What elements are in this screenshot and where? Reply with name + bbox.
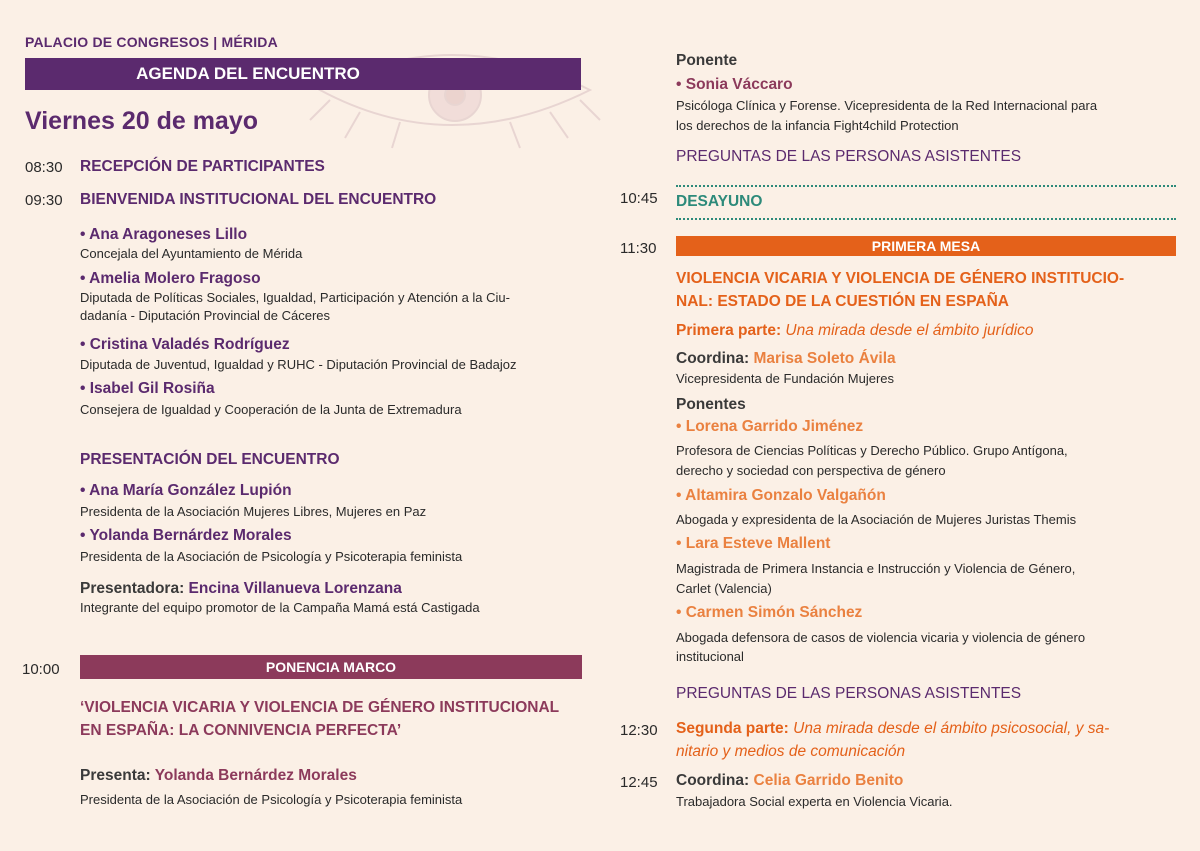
speaker-name: • Amelia Molero Fragoso [80, 270, 261, 287]
speaker-desc: Abogada y expresidenta de la Asociación de Mujeres Juristas Themis [676, 512, 1077, 527]
coord2-line [676, 772, 903, 790]
part2-line1 [676, 718, 1109, 740]
agenda-title-bar [25, 58, 581, 90]
speaker-desc: Diputada de Juventud, Igualdad y RUHC - Diputación Provincial de Badajoz [80, 357, 517, 372]
ponente-label: Ponente [676, 52, 738, 69]
primera-mesa-bar [676, 236, 1176, 256]
time-1130: 11:30 [620, 240, 657, 257]
marco-title-line2: EN ESPAÑA: LA CONNIVENCIA PERFECTA’ [80, 722, 402, 739]
event-date: Viernes 20 de mayo [25, 107, 259, 135]
speaker-desc: Abogada defensora de casos de violencia vicaria y violencia de género [676, 630, 1086, 645]
presenter-name: Encina Villanueva Lorenzana [188, 580, 402, 597]
speaker-desc: dadanía - Diputación Provincial de Cáceres [80, 308, 331, 323]
break-label: DESAYUNO [676, 193, 763, 210]
coord1-desc: Vicepresidenta de Fundación Mujeres [676, 371, 895, 386]
presenta-desc: Presidenta de la Asociación de Psicología y Psicoterapia feminista [80, 792, 463, 807]
speaker-desc: derecho y sociedad con perspectiva de género [676, 463, 946, 478]
presenta-label: Presenta: [80, 767, 151, 784]
part1-label: Primera parte: [676, 322, 782, 339]
speaker-desc: Presidenta de la Asociación de Psicología y Psicoterapia feminista [80, 549, 463, 564]
speaker-name: • Altamira Gonzalo Valgañón [676, 487, 886, 504]
time-1245: 12:45 [620, 774, 658, 791]
coord2-name: Celia Garrido Benito [753, 772, 904, 789]
coord1-line [676, 350, 896, 368]
time-1000: 10:00 [22, 661, 60, 678]
speaker-desc: Carlet (Valencia) [676, 581, 772, 596]
ponente-desc-line2: los derechos de la infancia Fight4child Protection [676, 118, 959, 133]
venue-label: PALACIO DE CONGRESOS | MÉRIDA [25, 34, 278, 50]
ponentes-label: Ponentes [676, 396, 746, 413]
dotted-divider-bottom [676, 218, 1176, 220]
speaker-name: • Yolanda Bernárdez Morales [80, 527, 292, 544]
mesa-title-line2: NAL: ESTADO DE LA CUESTIÓN EN ESPAÑA [676, 293, 1009, 310]
ponente-desc-line1: Psicóloga Clínica y Forense. Vicepresidenta de la Red Internacional para [676, 98, 1098, 113]
speaker-desc: institucional [676, 649, 744, 664]
speaker-name: • Isabel Gil Rosiña [80, 380, 215, 397]
primera-mesa-label: PRIMERA MESA [871, 238, 981, 254]
presenter-desc: Integrante del equipo promotor de la Campaña Mamá está Castigada [80, 600, 480, 615]
time-0930: 09:30 [25, 192, 63, 209]
part1-line [676, 320, 1034, 342]
ponencia-marco-label: PONENCIA MARCO [265, 659, 397, 675]
welcome-heading: BIENVENIDA INSTITUCIONAL DEL ENCUENTRO [80, 191, 437, 208]
questions-heading-1: PREGUNTAS DE LAS PERSONAS ASISTENTES [676, 148, 1022, 165]
speaker-name: • Ana Aragoneses Lillo [80, 226, 248, 243]
speaker-name: • Ana María González Lupión [80, 482, 292, 499]
presenta-name: Yolanda Bernárdez Morales [154, 767, 357, 784]
presentation-heading: PRESENTACIÓN DEL ENCUENTRO [80, 451, 340, 468]
time-1230: 12:30 [620, 722, 658, 739]
speaker-desc: Concejala del Ayuntamiento de Mérida [80, 246, 303, 261]
questions-heading-2: PREGUNTAS DE LAS PERSONAS ASISTENTES [676, 685, 1022, 702]
reception-heading: RECEPCIÓN DE PARTICIPANTES [80, 158, 325, 175]
speaker-desc: Presidenta de la Asociación Mujeres Libres, Mujeres en Paz [80, 504, 427, 519]
presenta-line [80, 767, 357, 785]
marco-title-line1: ‘VIOLENCIA VICARIA Y VIOLENCIA DE GÉNERO INSTITUCIONAL [80, 699, 560, 716]
agenda-title: AGENDA DEL ENCUENTRO [136, 64, 360, 83]
coord2-label: Coordina: [676, 772, 750, 789]
presenter-label: Presentadora: [80, 580, 185, 597]
dotted-divider-top [676, 185, 1176, 187]
presenter-line [80, 580, 402, 598]
part2-label: Segunda parte: [676, 720, 789, 737]
speaker-desc: Magistrada de Primera Instancia e Instrucción y Violencia de Género, [676, 561, 1076, 576]
speaker-desc: Consejera de Igualdad y Cooperación de la Junta de Extremadura [80, 402, 462, 417]
coord1-name: Marisa Soleto Ávila [753, 350, 896, 367]
ponente-name: • Sonia Váccaro [676, 76, 793, 93]
speaker-name: • Lorena Garrido Jiménez [676, 418, 864, 435]
ponencia-marco-bar [80, 655, 582, 679]
time-1045: 10:45 [620, 190, 658, 207]
decorative-eye-illustration [300, 40, 610, 150]
speaker-name: • Lara Esteve Mallent [676, 535, 831, 552]
time-0830: 08:30 [25, 159, 63, 176]
part1-text: Una mirada desde el ámbito jurídico [785, 322, 1034, 339]
speaker-desc: Diputada de Políticas Sociales, Igualdad, Participación y Atención a la Ciu- [80, 290, 510, 305]
speaker-desc: Profesora de Ciencias Políticas y Derecho Público. Grupo Antígona, [676, 443, 1068, 458]
speaker-name: • Carmen Simón Sánchez [676, 604, 863, 621]
coord2-desc: Trabajadora Social experta en Violencia Vicaria. [676, 794, 953, 809]
speaker-name: • Cristina Valadés Rodríguez [80, 336, 290, 353]
part2-text-line1: Una mirada desde el ámbito psicosocial, y sa- [793, 720, 1110, 737]
part2-text-line2: nitario y medios de comunicación [676, 743, 906, 760]
mesa-title-line1: VIOLENCIA VICARIA Y VIOLENCIA DE GÉNERO INSTITUCIO- [676, 270, 1125, 287]
coord1-label: Coordina: [676, 350, 750, 367]
